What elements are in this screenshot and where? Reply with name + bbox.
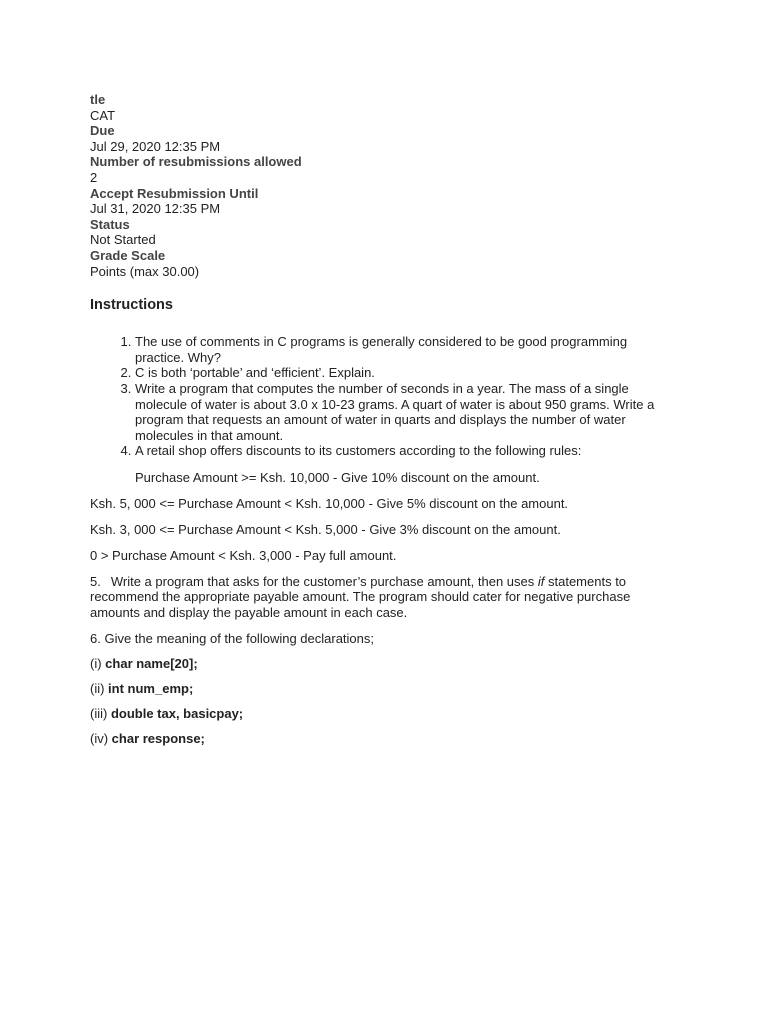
question-5-number: 5. <box>90 573 101 589</box>
declaration-code: int num_emp; <box>108 680 194 696</box>
instructions-heading: Instructions <box>90 297 173 314</box>
question-5-italic: if <box>537 573 545 589</box>
question-item: 4. A retail shop offers discounts to its customers according to the following rules: <box>135 443 670 459</box>
assignment-details <box>90 92 670 279</box>
status-label: Status <box>90 216 130 232</box>
question-6: 6. Give the meaning of the following declarations; <box>90 630 375 646</box>
question-5 <box>90 574 670 621</box>
accept-resubmission-label: Accept Resubmission Until <box>90 185 259 201</box>
due-label: Due <box>90 123 115 139</box>
discount-rule: Purchase Amount >= Ksh. 10,000 - Give 10% discount on the amount. <box>135 469 540 485</box>
question-5-text-start: Write a program that asks for the customer’s purchase amount, then uses <box>110 573 538 589</box>
questions-list <box>90 334 670 459</box>
declaration-code: double tax, basicpay; <box>110 705 244 721</box>
declaration-prefix: (iv) <box>90 730 112 746</box>
resubmissions-label: Number of resubmissions allowed <box>90 154 302 170</box>
grade-scale-label: Grade Scale <box>90 247 166 263</box>
question-item: 3. Write a program that computes the number of seconds in a year. The mass of a single molecule of water is about 3.0 x 10-23 grams. A quart of water is about 950 grams. Write a program that requests an amount of water in quarts and displays the number of water molecules in that amount. <box>135 381 670 443</box>
title-value: CAT <box>90 107 116 123</box>
declaration-item <box>90 706 670 722</box>
discount-rule: 0 > Purchase Amount < Ksh. 3,000 - Pay full amount. <box>90 547 397 563</box>
declaration-item <box>90 681 670 697</box>
declaration-prefix: (i) <box>90 655 106 671</box>
due-value: Jul 29, 2020 12:35 PM <box>90 138 221 154</box>
question-item: 1. The use of comments in C programs is generally considered to be good programming practice. Why? <box>135 334 670 365</box>
declaration-code: char response; <box>111 730 205 746</box>
assignment-page <box>90 92 670 747</box>
accept-resubmission-value: Jul 31, 2020 12:35 PM <box>90 201 221 217</box>
declaration-item <box>90 656 670 672</box>
declaration-code: char name[20]; <box>105 655 198 671</box>
declaration-prefix: (iii) <box>90 705 111 721</box>
status-value: Not Started <box>90 232 156 248</box>
declaration-item <box>90 731 670 747</box>
title-label: tle <box>90 92 106 107</box>
declaration-prefix: (ii) <box>90 680 109 696</box>
discount-rule: Ksh. 3, 000 <= Purchase Amount < Ksh. 5,000 - Give 3% discount on the amount. <box>90 521 561 537</box>
question-5-text-end: statements to recommend the appropriate payable amount. The program should cater for negative purchase amounts and display the payable amount in each case. <box>90 573 631 621</box>
grade-scale-value: Points (max 30.00) <box>90 263 200 279</box>
question-item: 2. C is both ‘portable’ and ‘efficient’. Explain. <box>135 365 670 381</box>
discount-rule: Ksh. 5, 000 <= Purchase Amount < Ksh. 10,000 - Give 5% discount on the amount. <box>90 495 569 511</box>
resubmissions-value: 2 <box>90 169 98 185</box>
